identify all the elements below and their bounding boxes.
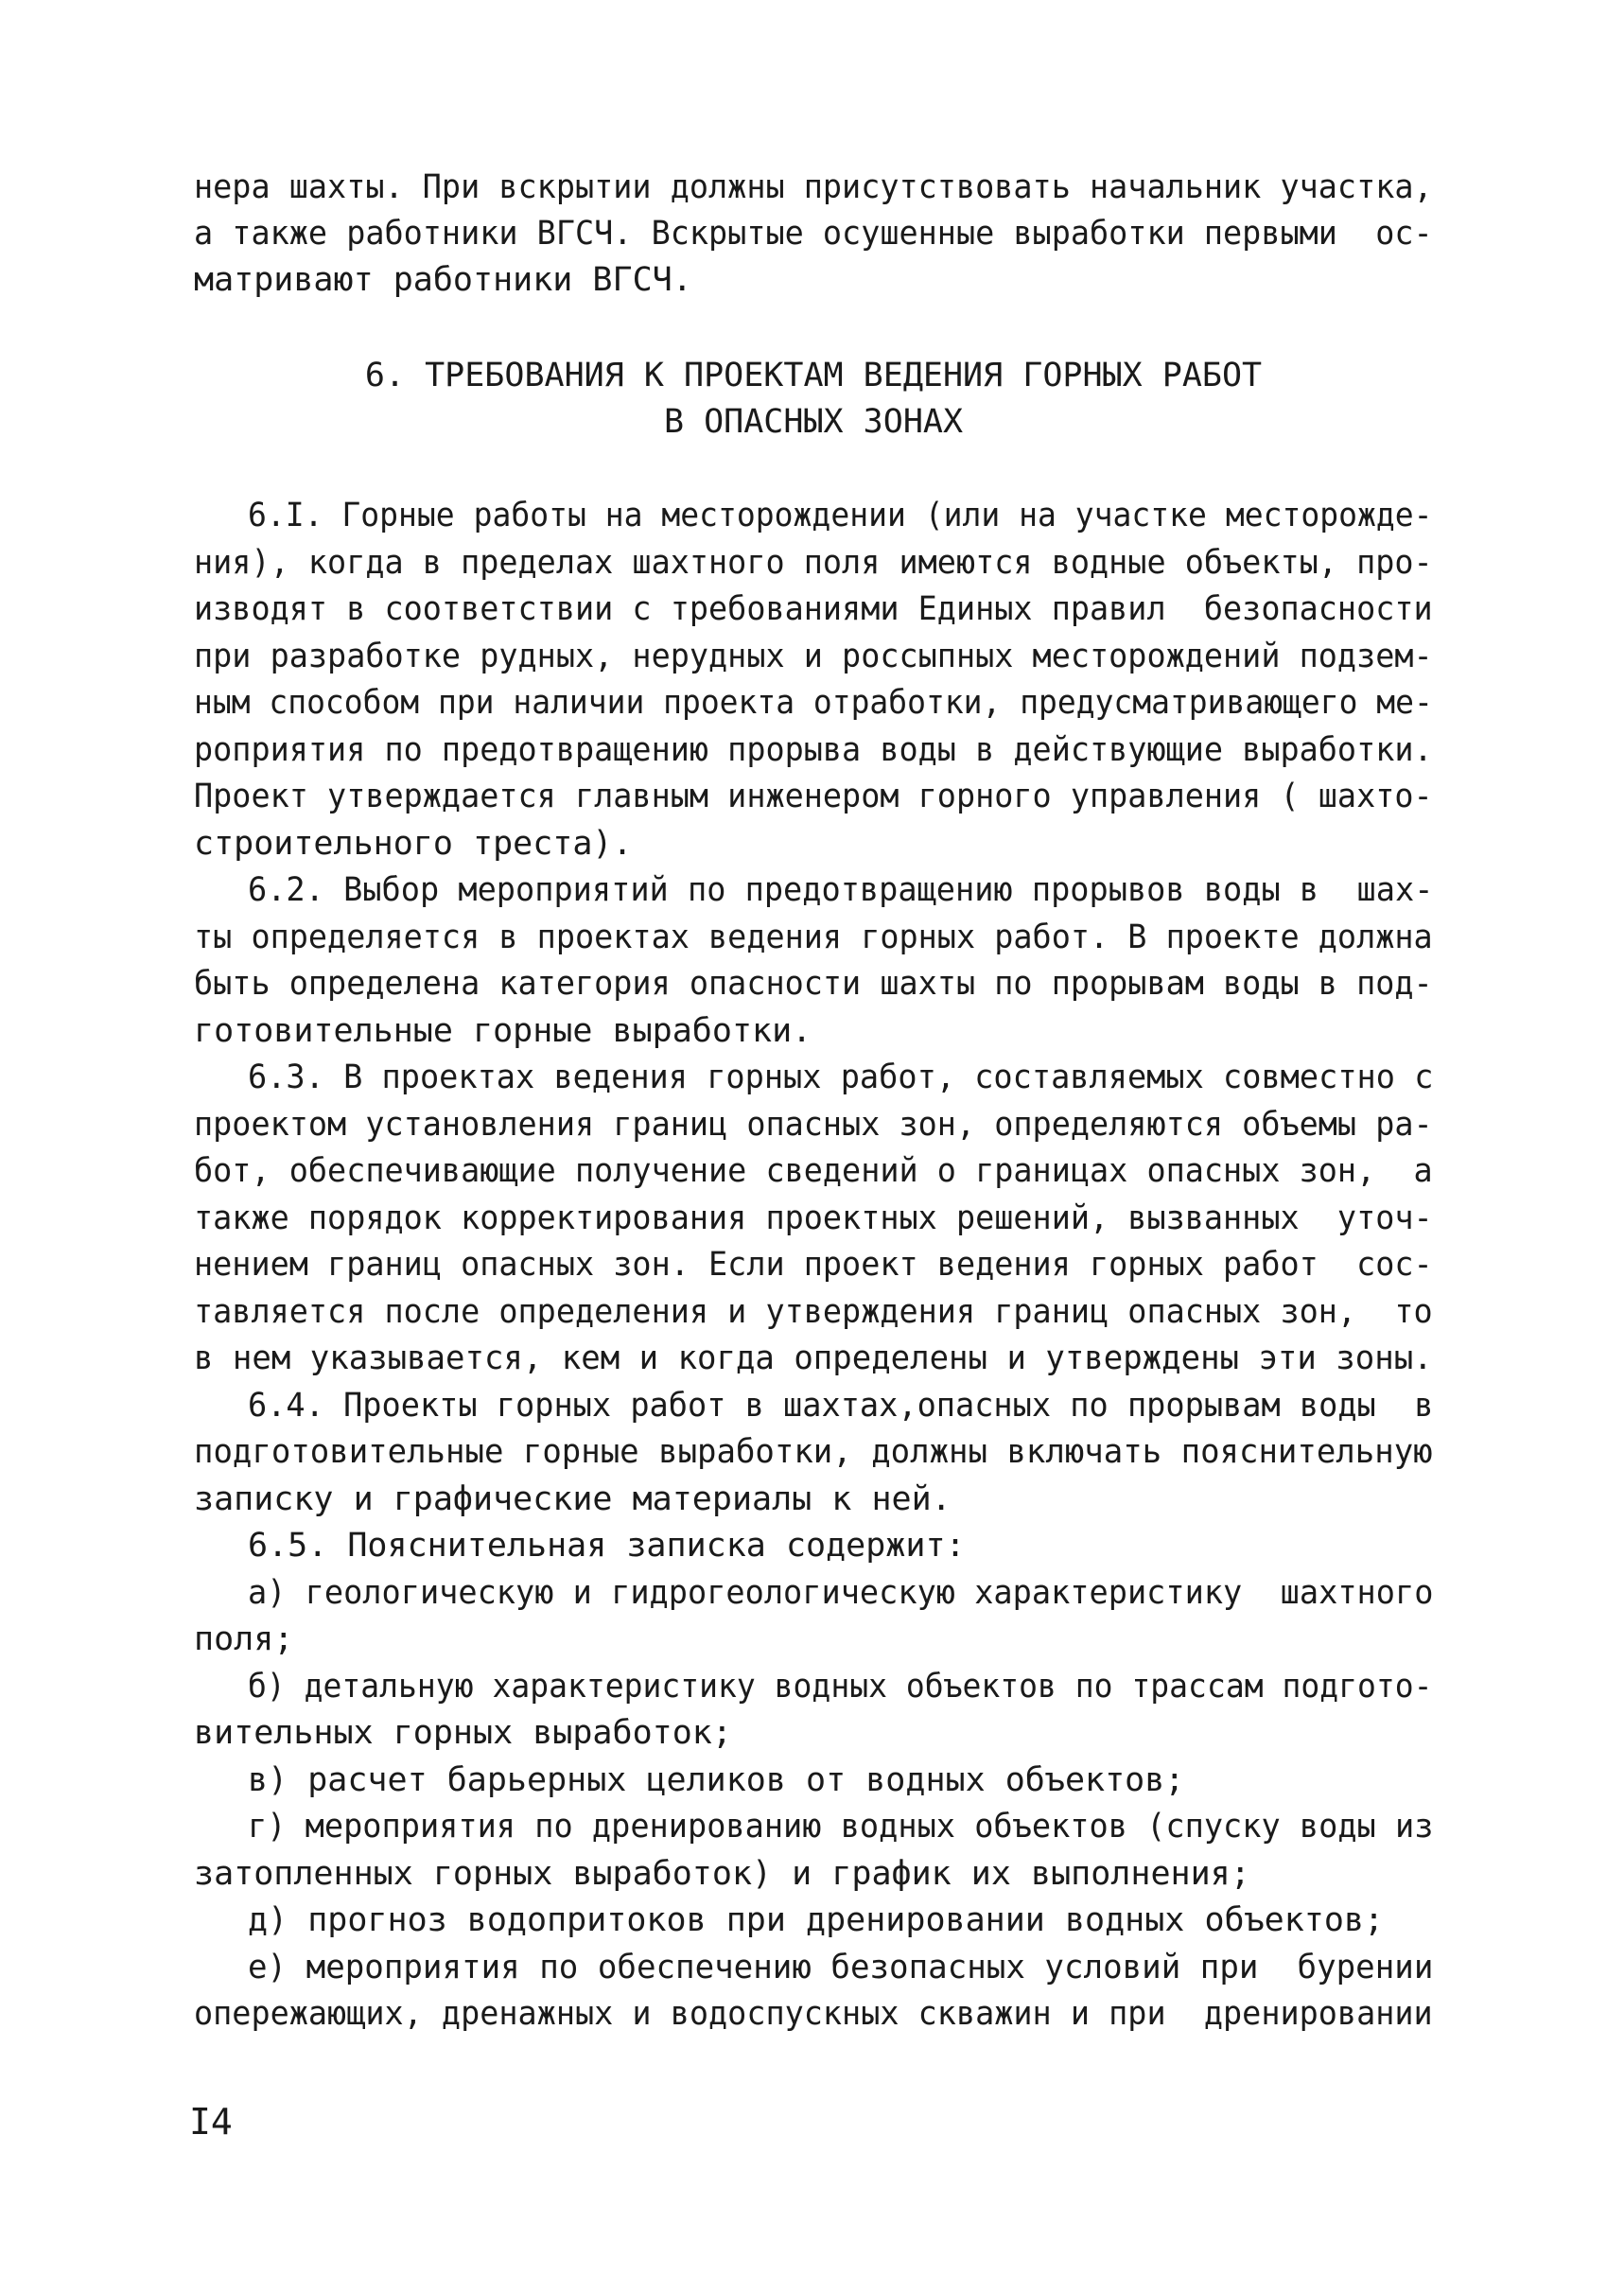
list-item: в) расчет барьерных целиков от водных объектов;: [248, 1761, 1185, 1799]
text-line: затопленных горных выработок) и график их выполнения;: [194, 1855, 1250, 1893]
text-line: ным способом при наличии проекта отработки, предусматривающего ме-: [194, 684, 1433, 722]
paragraph-start: 6.5. Пояснительная записка содержит:: [248, 1527, 966, 1565]
text-line: Проект утверждается главным инженером горного управления ( шахто-: [194, 778, 1433, 815]
section-title: В ОПАСНЫХ ЗОНАХ: [663, 403, 964, 441]
text-line: роприятия по предотвращению прорыва воды в действующие выработки.: [194, 731, 1433, 769]
text-line: проектом установления границ опасных зон, определяются объемы ра-: [194, 1106, 1433, 1144]
paragraph-start: 6.2. Выбор мероприятий по предотвращению прорывов воды в шах-: [248, 871, 1434, 909]
list-item: г) мероприятия по дренированию водных объектов (спуску воды из: [248, 1808, 1434, 1846]
text-line: нера шахты. При вскрытии должны присутствовать начальник участка,: [194, 168, 1433, 206]
text-line: быть определена категория опасности шахты по прорывам воды в под-: [194, 965, 1433, 1003]
text-line: также порядок корректирования проектных решений, вызванных уточ-: [194, 1199, 1433, 1237]
text-line: строительного треста).: [194, 825, 633, 863]
paragraph-start: 6.3. В проектах ведения горных работ, составляемых совместно с: [248, 1059, 1434, 1096]
list-item: д) прогноз водопритоков при дренировании водных объектов;: [248, 1901, 1385, 1939]
text-line: вительных горных выработок;: [194, 1714, 732, 1752]
text-line: бот, обеспечивающие получение сведений о границах опасных зон, а: [194, 1152, 1433, 1190]
paragraph-start: 6.4. Проекты горных работ в шахтах,опасных по прорывам воды в: [248, 1387, 1434, 1425]
text-line: матривают работники ВГСЧ.: [194, 261, 692, 299]
text-line: записку и графические материалы к ней.: [194, 1480, 952, 1518]
list-item: а) геологическую и гидрогеологическую характеристику шахтного: [248, 1574, 1434, 1612]
section-title: 6. ТРЕБОВАНИЯ К ПРОЕКТАМ ВЕДЕНИЯ ГОРНЫХ РАБОТ: [364, 357, 1263, 394]
list-item: е) мероприятия по обеспечению безопасных условий при бурении: [248, 1949, 1434, 1986]
text-line: опережающих, дренажных и водоспускных скважин и при дренировании: [194, 1995, 1433, 2033]
text-line: ния), когда в пределах шахтного поля имеются водные объекты, про-: [194, 544, 1433, 582]
page-number: I4: [189, 2101, 233, 2143]
text-line: в нем указывается, кем и когда определены и утверждены эти зоны.: [194, 1339, 1433, 1377]
text-line: а также работники ВГСЧ. Вскрытые осушенные выработки первыми ос-: [194, 215, 1433, 253]
list-item: б) детальную характеристику водных объектов по трассам подгото-: [248, 1668, 1433, 1706]
text-line: готовительные горные выработки.: [194, 1012, 812, 1050]
text-line: ты определяется в проектах ведения горных работ. В проекте должна: [194, 919, 1433, 956]
text-line: изводят в соответствии с требованиями Единых правил безопасности: [194, 590, 1433, 628]
text-line: при разработке рудных, нерудных и россыпных месторождений подзем-: [194, 638, 1433, 675]
paragraph-start: 6.I. Горные работы на месторождении (или на участке месторожде-: [248, 497, 1433, 534]
text-line: нением границ опасных зон. Если проект ведения горных работ сос-: [194, 1246, 1433, 1284]
text-line: подготовительные горные выработки, должны включать пояснительную: [194, 1433, 1433, 1471]
text-line: тавляется после определения и утверждения границ опасных зон, то: [194, 1293, 1433, 1331]
text-line: поля;: [194, 1620, 294, 1658]
